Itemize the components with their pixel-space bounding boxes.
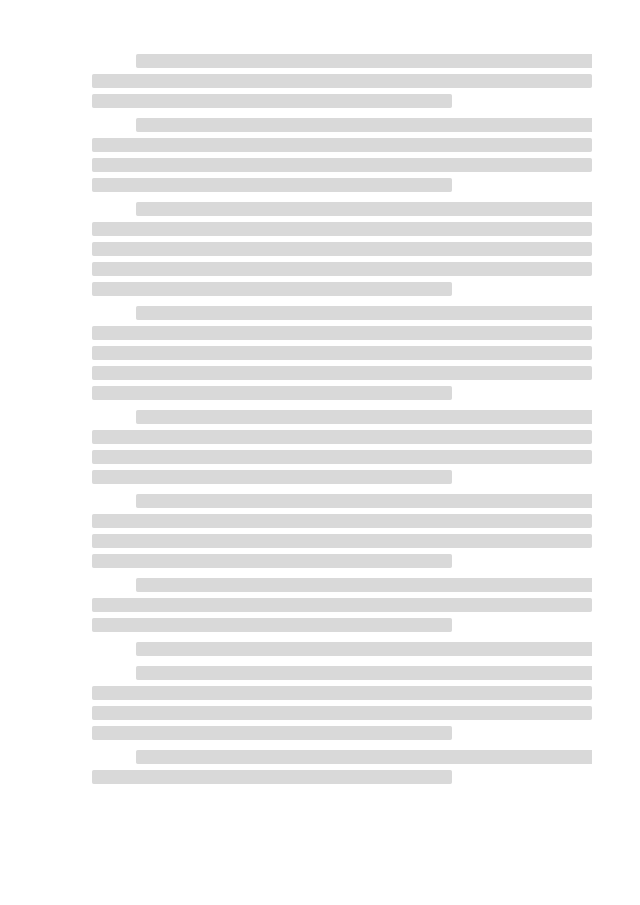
text-line-placeholder xyxy=(92,554,452,568)
text-line-placeholder xyxy=(92,94,452,108)
text-line-placeholder xyxy=(92,386,452,400)
text-line-placeholder xyxy=(92,598,592,612)
text-line-placeholder xyxy=(136,666,592,680)
paragraph xyxy=(92,494,592,568)
text-line-placeholder xyxy=(92,178,452,192)
text-line-placeholder xyxy=(92,618,452,632)
text-line-placeholder xyxy=(136,578,592,592)
paragraph xyxy=(92,54,592,108)
paragraph xyxy=(92,578,592,632)
text-line-placeholder xyxy=(92,770,452,784)
paragraph xyxy=(92,118,592,192)
text-line-placeholder xyxy=(136,306,592,320)
text-line-placeholder xyxy=(92,450,592,464)
text-line-placeholder xyxy=(92,74,592,88)
text-line-placeholder xyxy=(92,262,592,276)
text-line-placeholder xyxy=(92,242,592,256)
paragraph xyxy=(92,202,592,296)
paragraph xyxy=(92,750,592,784)
text-line-placeholder xyxy=(136,494,592,508)
text-line-placeholder xyxy=(92,470,452,484)
text-line-placeholder xyxy=(92,366,592,380)
text-line-placeholder xyxy=(136,642,592,656)
text-line-placeholder xyxy=(92,726,452,740)
document-body xyxy=(92,48,592,868)
text-line-placeholder xyxy=(136,202,592,216)
text-line-placeholder xyxy=(92,706,592,720)
text-line-placeholder xyxy=(92,326,592,340)
text-line-placeholder xyxy=(92,158,592,172)
text-line-placeholder xyxy=(92,346,592,360)
text-line-placeholder xyxy=(92,138,592,152)
paragraph xyxy=(92,306,592,400)
text-line-placeholder xyxy=(92,534,592,548)
text-line-placeholder xyxy=(92,514,592,528)
text-line-placeholder xyxy=(136,118,592,132)
text-line-placeholder xyxy=(92,430,592,444)
text-line-placeholder xyxy=(92,686,592,700)
text-line-placeholder xyxy=(136,750,592,764)
text-line-placeholder xyxy=(92,222,592,236)
page-number xyxy=(0,14,640,36)
paragraph xyxy=(92,410,592,484)
text-line-placeholder xyxy=(136,54,592,68)
paragraph xyxy=(92,642,592,656)
paragraph xyxy=(92,666,592,740)
text-line-placeholder xyxy=(136,410,592,424)
text-line-placeholder xyxy=(92,282,452,296)
